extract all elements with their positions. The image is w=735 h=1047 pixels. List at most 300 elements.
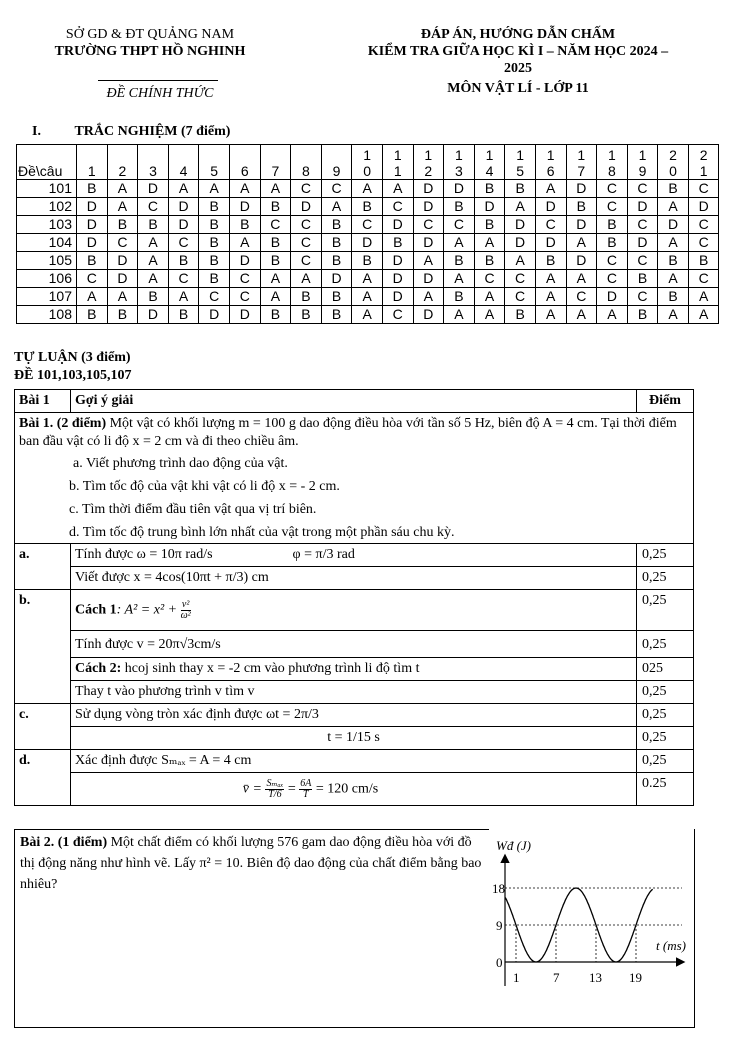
mc-answer-cell: A [444, 306, 475, 324]
graph-xtick-19: 19 [629, 970, 642, 985]
section1-title: TRẮC NGHIỆM (7 điểm) [74, 124, 231, 139]
mc-answer-cell: A [321, 198, 352, 216]
mc-answer-cell: A [107, 198, 138, 216]
mc-answer-cell: B [291, 288, 322, 306]
mc-answer-cell: D [413, 234, 444, 252]
mc-question-digit-ones: 5 [516, 163, 524, 179]
mc-answer-cell: A [138, 270, 169, 288]
mc-answer-cell: B [138, 216, 169, 234]
mc-question-number [474, 145, 505, 180]
mc-answer-cell: C [688, 216, 719, 234]
mc-question-digit-tens: 2 [699, 147, 708, 163]
mc-answer-cell: B [658, 180, 689, 198]
mc-answer-cell: B [321, 252, 352, 270]
mc-row [17, 198, 719, 216]
mc-answer-cell: C [382, 306, 413, 324]
mc-answer-cell: D [688, 198, 719, 216]
mc-question-number [413, 145, 444, 180]
mc-answer-cell: B [352, 198, 383, 216]
mc-answer-cell: A [658, 234, 689, 252]
mc-question-number [77, 145, 108, 180]
mc-answer-cell: C [627, 180, 658, 198]
official-label: ĐỀ CHÍNH THỨC [106, 86, 214, 101]
mc-question-digit-ones: 9 [332, 163, 341, 179]
mc-question-number [382, 145, 413, 180]
row-c2 [15, 727, 694, 750]
mc-answer-cell: A [260, 270, 291, 288]
mc-question-digit-tens: 1 [455, 147, 463, 163]
mc-answer-cell: B [382, 234, 413, 252]
mc-answer-cell: A [658, 306, 689, 324]
mc-answer-cell: A [535, 306, 566, 324]
mc-answer-cell: A [352, 180, 383, 198]
mc-question-number [566, 145, 597, 180]
mc-question-digit-ones: 1 [87, 163, 96, 179]
mc-answer-cell: C [321, 180, 352, 198]
section2-title: TỰ LUẬN (3 điểm) [14, 350, 131, 365]
bai1-part-c: c. Tìm thời điểm đầu tiên vật qua vị trí biên. [69, 502, 317, 517]
score-a2: 0,25 [637, 567, 694, 590]
mc-answer-cell: B [168, 306, 199, 324]
b1-fraction [181, 600, 191, 621]
kinetic-energy-graph [478, 836, 690, 996]
mc-answer-cell: B [321, 234, 352, 252]
bai1-text [19, 415, 689, 451]
b1-label: Cách 1 [75, 602, 117, 618]
row-b3 [15, 658, 694, 681]
mc-answer-cell: A [474, 288, 505, 306]
mc-question-digit-ones: 5 [210, 163, 219, 179]
mc-answer-cell: B [505, 306, 536, 324]
mc-question-digit-tens [322, 147, 352, 163]
row-d1 [15, 750, 694, 773]
mc-answer-cell: C [597, 180, 628, 198]
mc-question-digit-tens [169, 147, 199, 163]
mc-answer-cell: C [229, 270, 260, 288]
mc-answer-cell: B [321, 216, 352, 234]
mc-question-digit-ones: 8 [607, 163, 616, 179]
mc-question-digit-tens [199, 147, 229, 163]
mc-question-digit-tens: 1 [546, 147, 555, 163]
mc-question-digit-ones: 4 [179, 163, 188, 179]
multiple-choice-answer-table [16, 144, 719, 324]
graph-xtick-13: 13 [589, 970, 602, 985]
mc-question-digit-tens: 1 [516, 147, 524, 163]
exam-header [318, 26, 718, 97]
mc-answer-cell: B [658, 252, 689, 270]
mc-answer-cell: D [413, 180, 444, 198]
mc-question-digit-ones: 9 [638, 163, 647, 179]
mc-answer-cell: B [627, 306, 658, 324]
row-b1 [15, 590, 694, 631]
mc-question-digit-ones: 8 [302, 163, 310, 179]
mc-exam-code: 101 [17, 180, 77, 198]
mc-answer-cell: B [352, 252, 383, 270]
mc-answer-cell: A [566, 270, 597, 288]
mc-answer-cell: C [138, 198, 169, 216]
mc-answer-cell: B [77, 252, 108, 270]
mc-answer-cell: B [566, 198, 597, 216]
mc-answer-cell: C [505, 270, 536, 288]
d2-rhs: = 120 cm/s [315, 781, 379, 797]
mc-answer-cell: A [382, 180, 413, 198]
mc-exam-code: 108 [17, 306, 77, 324]
mc-answer-cell: D [77, 234, 108, 252]
mc-answer-cell: D [382, 270, 413, 288]
school-name: TRƯỜNG THPT HỒ NGHINH [54, 44, 246, 59]
mc-answer-cell: D [138, 180, 169, 198]
mc-answer-cell: C [168, 234, 199, 252]
mc-corner-cell: Đề\câu [17, 145, 77, 180]
mc-answer-cell: A [107, 180, 138, 198]
mc-answer-cell: D [597, 288, 628, 306]
mc-answer-cell: C [168, 270, 199, 288]
mc-answer-cell: B [199, 270, 230, 288]
mc-row [17, 180, 719, 198]
mc-question-number [260, 145, 291, 180]
mc-question-digit-ones: 3 [149, 163, 157, 179]
d2-d1: T/6 [268, 788, 282, 800]
row-d2 [15, 773, 694, 806]
d2-frac2 [299, 779, 312, 800]
part-d-label: d. [15, 750, 71, 806]
mc-answer-cell: C [229, 288, 260, 306]
d2-d2: T [303, 788, 309, 800]
mc-answer-cell: C [597, 252, 628, 270]
mc-row [17, 306, 719, 324]
mc-answer-cell: A [505, 252, 536, 270]
mc-answer-cell: D [382, 288, 413, 306]
col-bai: Bài 1 [15, 390, 71, 413]
mc-answer-cell: C [199, 288, 230, 306]
mc-answer-cell: D [107, 270, 138, 288]
a1-cell [71, 544, 637, 567]
bai1-statement [15, 413, 694, 544]
mc-answer-cell: B [597, 234, 628, 252]
mc-answer-cell: B [474, 252, 505, 270]
mc-question-digit-ones: 0 [363, 163, 372, 179]
mc-answer-cell: D [291, 198, 322, 216]
mc-header-row [17, 145, 719, 180]
mc-question-digit-tens: 1 [607, 147, 616, 163]
section1-number: I. [32, 124, 41, 139]
mc-exam-code: 103 [17, 216, 77, 234]
mc-row [17, 252, 719, 270]
mc-answer-cell: C [291, 234, 322, 252]
mc-answer-cell: D [474, 198, 505, 216]
mc-answer-cell: A [535, 180, 566, 198]
b1-den: ω² [180, 609, 191, 621]
mc-answer-cell: B [291, 306, 322, 324]
graph-ylabel: Wđ (J) [496, 838, 532, 853]
mc-exam-code: 107 [17, 288, 77, 306]
mc-question-number [291, 145, 322, 180]
mc-answer-cell: C [291, 216, 322, 234]
mc-question-digit-ones: 7 [577, 163, 586, 179]
mc-answer-cell: B [658, 288, 689, 306]
mc-answer-cell: B [107, 306, 138, 324]
c1-cell: Sử dụng vòng tròn xác định được ωt = 2π/3 [71, 704, 637, 727]
mc-answer-cell: D [107, 252, 138, 270]
mc-answer-cell: D [352, 234, 383, 252]
mc-answer-cell: B [627, 270, 658, 288]
mc-answer-cell: A [688, 306, 719, 324]
bai1-part-b: b. Tìm tốc độ của vật khi vật có li độ x = - 2 cm. [69, 479, 340, 494]
mc-question-digit-tens: 1 [363, 147, 372, 163]
mc-answer-cell: A [658, 198, 689, 216]
a1-phi: φ = π/3 rad [292, 547, 355, 562]
d2-cell: v̄ = $\frac{\text{Sₘₐₓ}}{T/6}$ = $\frac{6A}{T}$ = 120 cm/s [71, 773, 637, 806]
b2-cell: Tính được v = 20π√3cm/s [71, 631, 637, 658]
mc-answer-cell: B [444, 252, 475, 270]
mc-question-number [627, 145, 658, 180]
mc-question-digit-tens: 2 [669, 147, 677, 163]
mc-answer-cell: A [566, 306, 597, 324]
mc-answer-cell: A [535, 288, 566, 306]
c2-cell: t = 1/15 s [71, 727, 637, 750]
mc-answer-cell: D [566, 180, 597, 198]
mc-exam-code: 106 [17, 270, 77, 288]
mc-answer-cell: D [444, 180, 475, 198]
mc-answer-cell: B [199, 234, 230, 252]
score-b3: 025 [637, 658, 694, 681]
score-b4: 0,25 [637, 681, 694, 704]
mc-answer-cell: A [444, 270, 475, 288]
mc-answer-cell: A [229, 234, 260, 252]
mc-row [17, 288, 719, 306]
mc-answer-cell: B [199, 198, 230, 216]
bai1-body: Một vật có khối lượng m = 100 g dao động điều hòa với tần số 5 Hz, biên độ A = 4 cm. Tại thời điểm ban đầu vật có li độ x = 2 cm và đi theo chiều âm. [19, 416, 677, 449]
mc-answer-cell: C [688, 234, 719, 252]
mc-answer-cell: A [168, 288, 199, 306]
mc-answer-cell: A [474, 306, 505, 324]
mc-answer-cell: B [260, 306, 291, 324]
mc-answer-cell: A [444, 234, 475, 252]
mc-answer-cell: D [229, 198, 260, 216]
mc-answer-cell: D [413, 198, 444, 216]
mc-answer-cell: C [505, 288, 536, 306]
mc-answer-cell: D [505, 234, 536, 252]
mc-question-digit-tens: 1 [577, 147, 586, 163]
mc-question-number [321, 145, 352, 180]
score-a1: 0,25 [637, 544, 694, 567]
mc-answer-cell: B [505, 180, 536, 198]
mc-answer-cell: B [260, 252, 291, 270]
mc-answer-cell: A [168, 180, 199, 198]
mc-answer-cell: C [688, 180, 719, 198]
mc-answer-cell: B [168, 252, 199, 270]
mc-question-number [597, 145, 628, 180]
mc-answer-cell: C [597, 270, 628, 288]
mc-question-digit-tens [291, 147, 321, 163]
bai1-part-d: d. Tìm tốc độ trung bình lớn nhất của vật trong một phần sáu chu kỳ. [69, 525, 455, 540]
mc-row [17, 234, 719, 252]
mc-answer-cell: D [413, 270, 444, 288]
b1-cell [71, 590, 637, 631]
mc-question-number [199, 145, 230, 180]
mc-answer-cell: D [382, 252, 413, 270]
mc-exam-code: 104 [17, 234, 77, 252]
mc-answer-cell: D [138, 306, 169, 324]
mc-answer-cell: C [688, 270, 719, 288]
row-a1 [15, 544, 694, 567]
mc-answer-cell: C [566, 288, 597, 306]
mc-answer-cell: A [597, 306, 628, 324]
subject-title: MÔN VẬT LÍ - LỚP 11 [447, 81, 589, 96]
a2-cell: Viết được x = 4cos(10πt + π/3) cm [71, 567, 637, 590]
mc-answer-cell: B [107, 216, 138, 234]
a1-omega: Tính được ω = 10π rad/s [75, 547, 213, 562]
mc-question-digit-tens [138, 147, 168, 163]
mc-question-digit-tens: 1 [638, 147, 647, 163]
mc-answer-cell: D [627, 234, 658, 252]
part-c-label: c. [15, 704, 71, 750]
mc-answer-cell: D [566, 216, 597, 234]
score-b2: 0,25 [637, 631, 694, 658]
mc-answer-cell: D [229, 306, 260, 324]
part-a-label: a. [15, 544, 71, 590]
score-c2: 0,25 [637, 727, 694, 750]
mc-answer-cell: B [321, 288, 352, 306]
mc-answer-cell: A [199, 180, 230, 198]
mc-answer-cell: C [260, 216, 291, 234]
mc-answer-cell: C [291, 180, 322, 198]
mc-question-digit-ones: 1 [393, 163, 402, 179]
part-b-label: b. [15, 590, 71, 704]
bai1-part-a: a. Viết phương trình dao động của vật. [73, 456, 288, 471]
answer-key-title: ĐÁP ÁN, HƯỚNG DẪN CHẤM [420, 27, 616, 42]
mc-answer-cell: D [77, 216, 108, 234]
mc-answer-cell: C [382, 198, 413, 216]
mc-answer-cell: D [77, 198, 108, 216]
mc-answer-cell: C [444, 216, 475, 234]
mc-answer-cell: C [352, 216, 383, 234]
b4-cell: Thay t vào phương trình v tìm v [71, 681, 637, 704]
graph-xtick-1: 1 [513, 970, 520, 985]
mc-answer-cell: A [413, 288, 444, 306]
mc-answer-cell: A [260, 180, 291, 198]
mc-question-digit-ones: 7 [271, 163, 280, 179]
score-d1: 0,25 [637, 750, 694, 773]
section1-heading [32, 124, 230, 140]
mc-answer-cell: A [229, 180, 260, 198]
bai2-label: Bài 2. (1 điểm) [20, 835, 108, 850]
exam-codes: ĐỀ 101,103,105,107 [14, 368, 132, 383]
mc-answer-cell: D [229, 252, 260, 270]
mc-question-number [107, 145, 138, 180]
bai2-text [20, 832, 482, 895]
mc-answer-cell: C [627, 216, 658, 234]
d2-lhs: v̄ = [242, 781, 262, 797]
mc-answer-cell: A [566, 234, 597, 252]
mc-question-number [505, 145, 536, 180]
mc-answer-cell: D [627, 198, 658, 216]
score-d2: 0.25 [637, 773, 694, 806]
mc-answer-cell: A [77, 288, 108, 306]
mc-answer-cell: B [77, 180, 108, 198]
graph-xlabel: t (ms) [656, 938, 686, 953]
mc-question-digit-ones: 0 [669, 163, 677, 179]
bai1-label: Bài 1. (2 điểm) [19, 416, 107, 431]
mc-answer-cell: B [444, 288, 475, 306]
mc-answer-cell: D [199, 306, 230, 324]
mc-answer-cell: A [138, 252, 169, 270]
mc-question-digit-ones: 2 [424, 163, 433, 179]
col-score: Điểm [637, 390, 694, 413]
mc-answer-cell: B [597, 216, 628, 234]
mc-answer-cell: A [658, 270, 689, 288]
graph-xtick-7: 7 [553, 970, 560, 985]
mc-answer-cell: B [199, 216, 230, 234]
mc-question-digit-tens [230, 147, 260, 163]
mc-question-digit-ones: 1 [699, 163, 708, 179]
mc-answer-cell: A [505, 198, 536, 216]
essay-answer-table [14, 389, 694, 806]
mc-question-digit-tens: 1 [424, 147, 433, 163]
mc-answer-cell: C [77, 270, 108, 288]
mc-question-number [229, 145, 260, 180]
mc-answer-cell: D [168, 216, 199, 234]
mc-question-number [658, 145, 689, 180]
mc-answer-cell: A [260, 288, 291, 306]
mc-answer-cell: D [505, 216, 536, 234]
d2-n2: 6A [300, 777, 312, 789]
mc-answer-cell: C [627, 288, 658, 306]
mc-question-digit-ones: 4 [485, 163, 494, 179]
mc-answer-cell: C [107, 234, 138, 252]
row-c1 [15, 704, 694, 727]
mc-answer-cell: C [291, 252, 322, 270]
mc-answer-cell: A [352, 270, 383, 288]
mc-answer-cell: D [535, 198, 566, 216]
b3-text: hcoj sinh thay x = -2 cm vào phương trình li độ tìm t [121, 661, 420, 676]
mc-answer-cell: D [382, 216, 413, 234]
mc-row [17, 216, 719, 234]
mc-question-digit-tens [77, 147, 107, 163]
row-a2 [15, 567, 694, 590]
mc-answer-cell: B [229, 216, 260, 234]
mc-answer-cell: B [260, 234, 291, 252]
mc-question-number [688, 145, 719, 180]
mc-question-digit-tens: 1 [485, 147, 494, 163]
essay-header-row [15, 390, 694, 413]
mc-answer-cell: B [260, 198, 291, 216]
mc-answer-cell: B [474, 216, 505, 234]
mc-answer-cell: A [688, 288, 719, 306]
mc-exam-code: 105 [17, 252, 77, 270]
mc-answer-cell: B [321, 306, 352, 324]
b1-num: v² [181, 598, 190, 610]
mc-question-digit-tens [108, 147, 138, 163]
exam-year: 2025 [504, 61, 532, 76]
mc-answer-cell: C [597, 198, 628, 216]
mc-answer-cell: A [535, 270, 566, 288]
mc-answer-cell: A [291, 270, 322, 288]
b3-cell [71, 658, 637, 681]
graph-ytick-0: 0 [496, 955, 503, 970]
mc-answer-cell: C [535, 216, 566, 234]
mc-answer-cell: C [413, 216, 444, 234]
mc-answer-cell: C [474, 270, 505, 288]
bai1-statement-row [15, 413, 694, 544]
mc-answer-cell: B [688, 252, 719, 270]
mc-question-digit-ones: 6 [240, 163, 249, 179]
department-name: SỞ GD & ĐT QUẢNG NAM [65, 27, 235, 42]
score-b1: 0,25 [637, 590, 694, 631]
mc-question-digit-tens [261, 147, 291, 163]
b3-label: Cách 2: [75, 661, 122, 676]
header-rule [98, 80, 218, 81]
